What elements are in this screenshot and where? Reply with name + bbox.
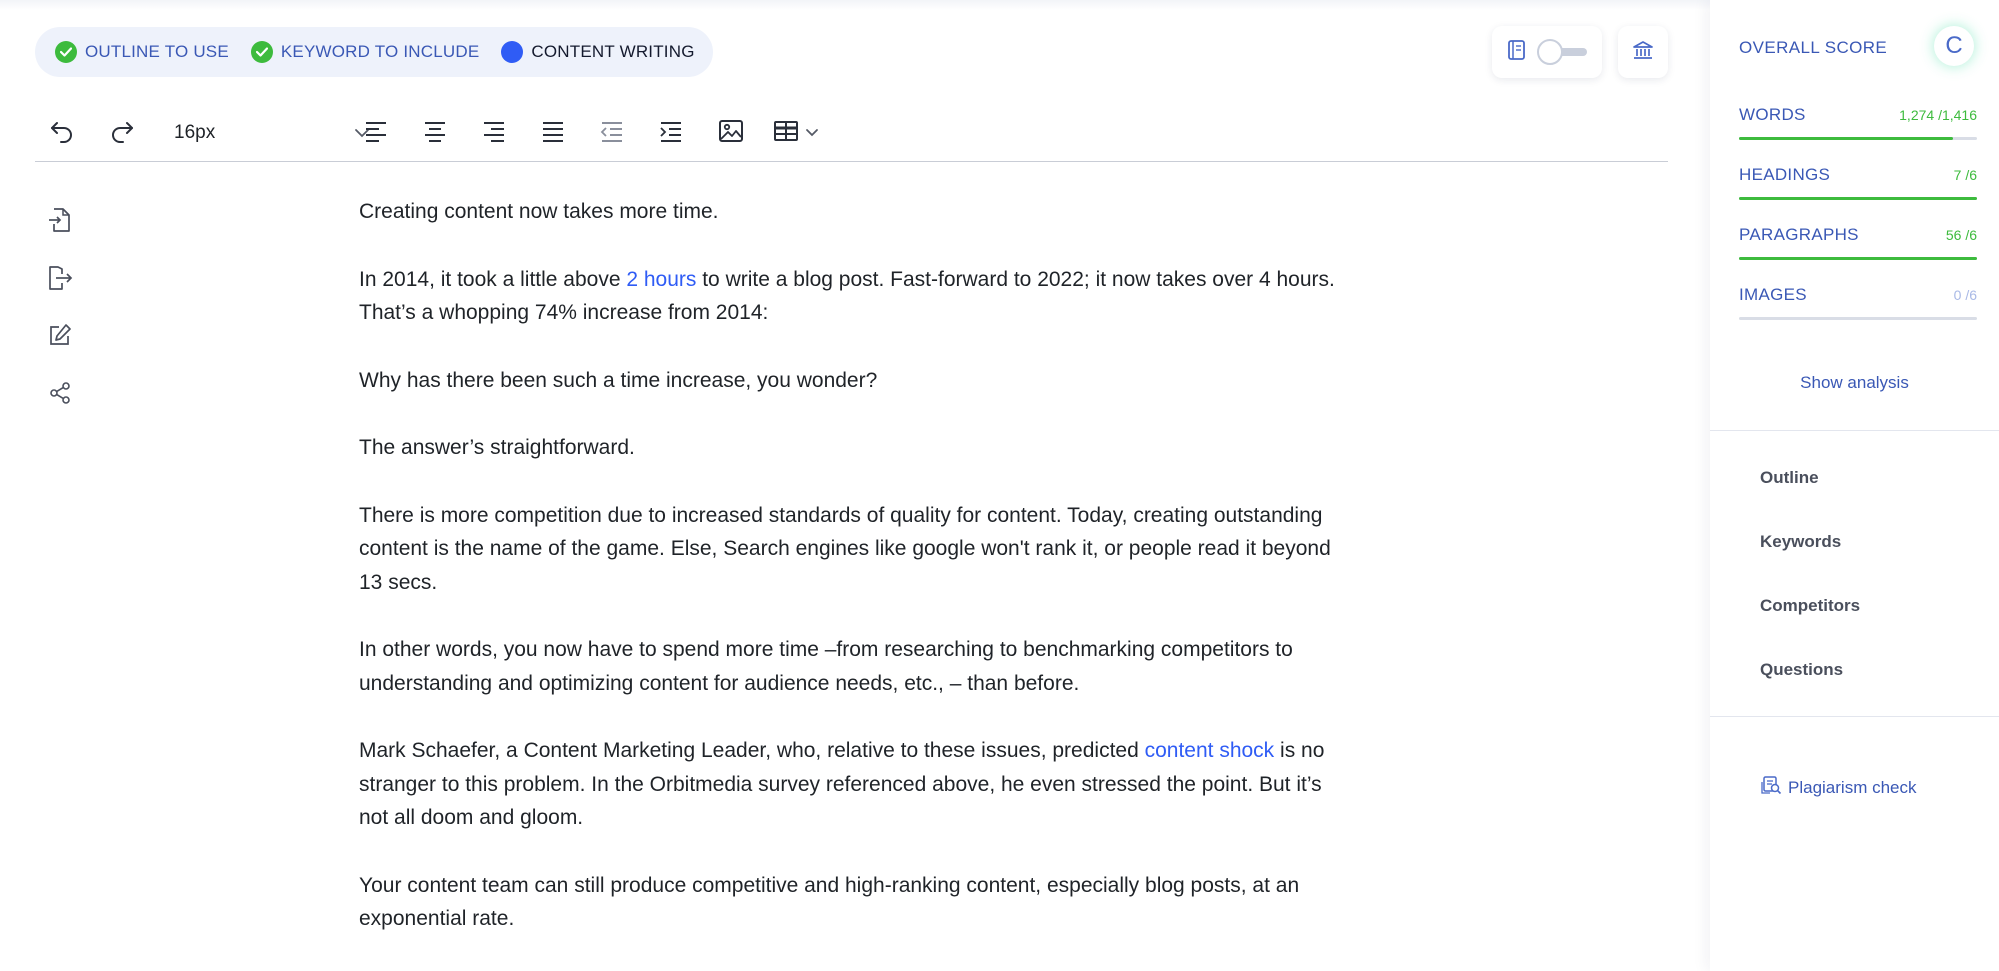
align-left-button[interactable] — [359, 116, 393, 150]
align-left-icon — [364, 120, 388, 147]
paragraph: In 2014, it took a little above 2 hours to write a blog post. Fast-forward to 2022; it now takes over 4 hours. That’s a whopping 74% increase from 2014: — [359, 267, 1335, 324]
plagiarism-label: Plagiarism check — [1788, 777, 1917, 797]
align-center-icon — [423, 120, 447, 147]
file-export-icon — [47, 265, 73, 296]
metric-progress-bar — [1739, 257, 1977, 260]
paragraph: Your content team can still produce competitive and high-ranking content, especially blog posts, at an exponential rate. — [359, 873, 1300, 930]
nav-questions[interactable]: Questions — [1760, 660, 1844, 679]
active-dot-icon — [501, 41, 523, 63]
chevron-down-icon — [805, 124, 819, 142]
table-icon — [773, 120, 799, 147]
insert-image-button[interactable] — [714, 116, 748, 150]
paragraph: There is more competition due to increased standards of quality for content. Today, creating outstanding content is the name of the game. Else, Search engines like google won't rank it, or people read it beyond 13 secs. — [359, 503, 1331, 594]
editor-toolbar — [35, 108, 1668, 162]
library-button[interactable] — [1618, 26, 1668, 78]
metric-progress-bar — [1739, 317, 1977, 320]
image-icon — [718, 119, 744, 148]
metric-value: 7 /6 — [1953, 167, 1977, 183]
align-justify-icon — [541, 120, 565, 147]
check-circle-icon — [251, 41, 273, 63]
share-button[interactable] — [45, 380, 75, 410]
check-circle-icon — [55, 41, 77, 63]
edit-icon — [48, 323, 72, 352]
metric-progress-bar — [1739, 137, 1977, 140]
metric-label: WORDS — [1739, 105, 1806, 124]
paragraph: Mark Schaefer, a Content Marketing Leader, who, relative to these issues, predicted content shock is no stranger to this problem. In the Orbitmedia survey referenced above, he even stressed the point. But it’s not all doom and gloom. — [359, 739, 1325, 829]
reading-mode-toggle[interactable] — [1537, 39, 1587, 65]
link-content-shock[interactable]: content shock — [1144, 739, 1275, 762]
undo-button[interactable] — [45, 116, 79, 150]
paragraph: Why has there been such a time increase, you wonder? — [359, 368, 878, 392]
share-icon — [48, 381, 72, 410]
bank-icon — [1632, 39, 1654, 66]
edit-button[interactable] — [45, 322, 75, 352]
analysis-panel — [1710, 0, 1999, 971]
outdent-button[interactable] — [595, 116, 629, 150]
redo-icon — [109, 119, 135, 148]
plagiarism-check-button[interactable] — [1760, 775, 1917, 800]
paragraph: Creating content now takes more time. — [359, 200, 719, 223]
step-label: CONTENT WRITING — [531, 42, 695, 61]
metric-label: IMAGES — [1739, 285, 1807, 304]
overall-score-badge: C — [1934, 26, 1974, 66]
file-import-icon — [48, 207, 72, 238]
paragraph: In other words, you now have to spend more time –from researching to benchmarking competitors to understanding and optimizing content for audience needs, etc., – than before. — [359, 638, 1293, 695]
content-editor[interactable] — [359, 195, 1349, 970]
step-label: KEYWORD TO INCLUDE — [280, 42, 480, 61]
overall-score-label: OVERALL SCORE — [1739, 38, 1888, 57]
undo-icon — [49, 119, 75, 148]
outdent-icon — [600, 120, 624, 147]
divider — [1710, 716, 1999, 717]
nav-keywords[interactable]: Keywords — [1760, 532, 1842, 551]
divider — [1710, 430, 1999, 431]
top-shadow — [0, 0, 1710, 10]
nav-competitors[interactable]: Competitors — [1760, 596, 1861, 615]
align-right-button[interactable] — [477, 116, 511, 150]
step-outline-to-use[interactable] — [55, 41, 229, 63]
show-analysis-link[interactable]: Show analysis — [1800, 373, 1909, 392]
step-content-writing[interactable] — [501, 41, 694, 63]
align-justify-button[interactable] — [536, 116, 570, 150]
link-2-hours[interactable]: 2 hours — [626, 267, 697, 291]
metric-label: HEADINGS — [1739, 165, 1831, 184]
metric-value: 0 /6 — [1953, 287, 1977, 303]
book-icon — [1507, 39, 1527, 66]
nav-outline[interactable]: Outline — [1760, 468, 1819, 487]
workflow-steps — [35, 27, 713, 77]
step-label: OUTLINE TO USE — [85, 42, 229, 61]
redo-button[interactable] — [105, 116, 139, 150]
indent-button[interactable] — [654, 116, 688, 150]
paragraph: The answer’s straightforward. — [359, 436, 635, 459]
reading-mode-control — [1492, 26, 1602, 78]
font-size-select[interactable] — [170, 116, 370, 150]
metric-label: PARAGRAPHS — [1739, 225, 1859, 244]
step-keyword-to-include[interactable] — [251, 41, 480, 63]
metric-progress-bar — [1739, 197, 1977, 200]
insert-table-button[interactable] — [773, 116, 833, 150]
indent-icon — [659, 120, 683, 147]
align-right-icon — [482, 120, 506, 147]
font-size-value: 16px — [174, 122, 216, 143]
metric-value: 56 /6 — [1945, 227, 1977, 243]
import-button[interactable] — [45, 207, 75, 237]
align-center-button[interactable] — [418, 116, 452, 150]
export-button[interactable] — [45, 265, 75, 295]
metric-value: 1,274 /1,416 — [1899, 107, 1977, 123]
plagiarism-icon — [1760, 775, 1782, 800]
